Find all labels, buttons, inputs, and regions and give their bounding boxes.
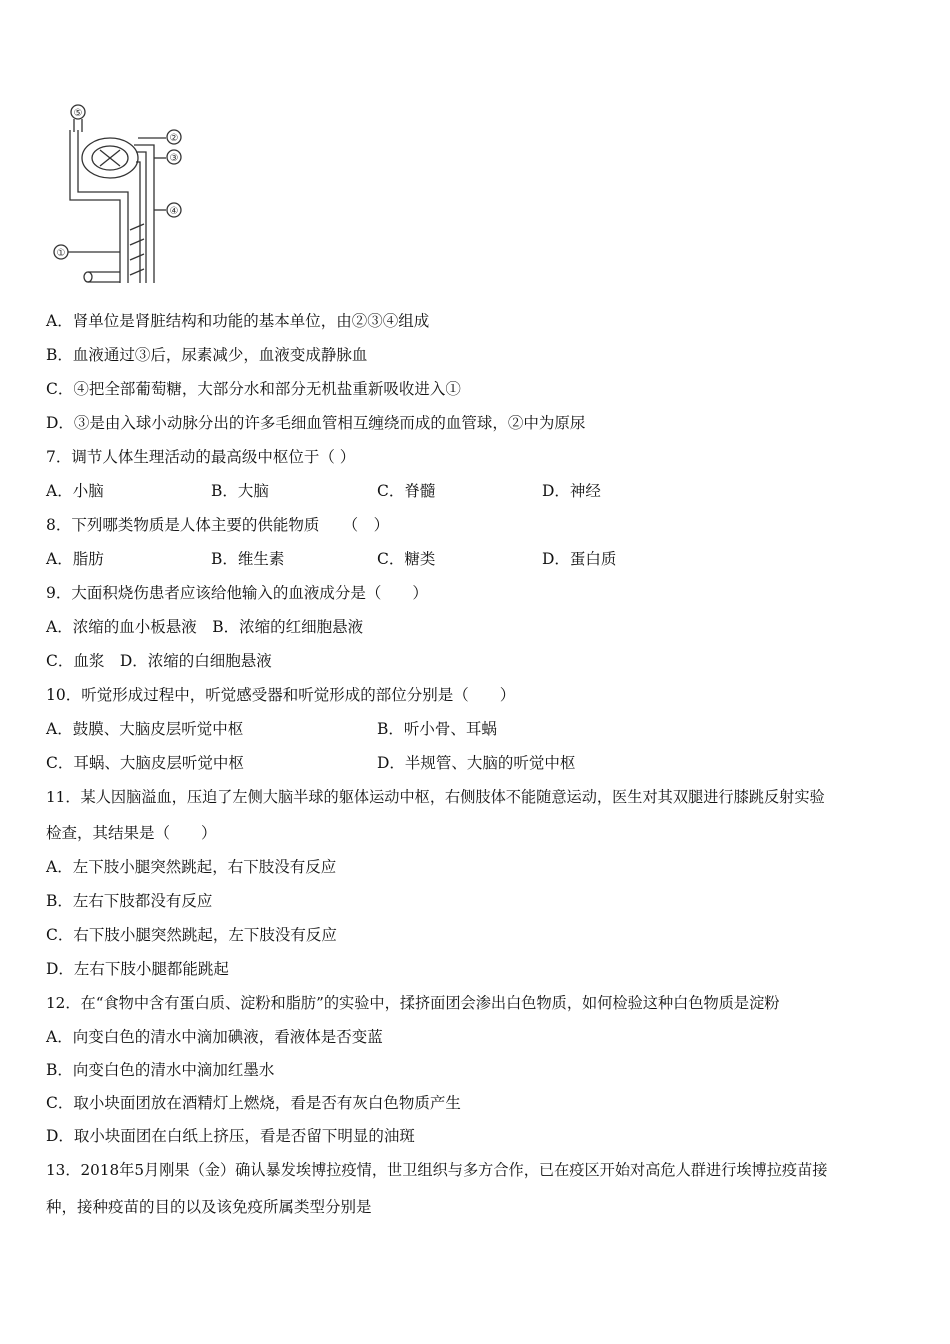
q12-option-d: D．取小块面团在白纸上挤压，看是否留下明显的油斑 — [46, 1127, 415, 1145]
q10-stem: 10．听觉形成过程中，听觉感受器和听觉形成的部位分别是（ ） — [46, 686, 516, 704]
q7-option-b: B．大脑 — [211, 482, 269, 500]
q6-option-a: A．肾单位是肾脏结构和功能的基本单位，由②③④组成 — [46, 312, 430, 330]
q7-stem: 7．调节人体生理活动的最高级中枢位于（ ） — [46, 448, 356, 466]
label-3: ③ — [169, 153, 179, 164]
label-1: ① — [56, 248, 66, 259]
q8-option-c: C．糖类 — [377, 550, 436, 568]
q12-stem: 12．在“食物中含有蛋白质、淀粉和脂肪”的实验中，揉挤面团会渗出白色物质，如何检验这种白色物质是淀粉 — [46, 994, 780, 1012]
q10-option-b: B．听小骨、耳蜗 — [377, 720, 497, 738]
q12-option-a: A．向变白色的清水中滴加碘液，看液体是否变蓝 — [46, 1028, 383, 1046]
q13-stem-line-2: 种，接种疫苗的目的以及该免疫所属类型分别是 — [46, 1198, 372, 1216]
q6-option-d: D．③是由入球小动脉分出的许多毛细血管相互缠绕而成的血管球，②中为原尿 — [46, 414, 586, 432]
q11-option-c: C．右下肢小腿突然跳起，左下肢没有反应 — [46, 926, 337, 944]
q9-stem: 9．大面积烧伤患者应该给他输入的血液成分是（ ） — [46, 584, 428, 602]
q10-option-a: A．鼓膜、大脑皮层听觉中枢 — [46, 720, 244, 738]
q6-option-c: C．④把全部葡萄糖，大部分水和部分无机盐重新吸收进入① — [46, 380, 461, 398]
label-5: ⑤ — [73, 108, 83, 119]
q8-option-d: D．蛋白质 — [542, 550, 617, 568]
q7-option-d: D．神经 — [542, 482, 601, 500]
q11-stem-line-1: 11．某人因脑溢血，压迫了左侧大脑半球的躯体运动中枢，右侧肢体不能随意运动，医生对其双腿进行膝跳反射实验 — [46, 788, 825, 806]
q7-option-c: C．脊髓 — [377, 482, 436, 500]
q10-option-d: D．半规管、大脑的听觉中枢 — [377, 754, 576, 772]
q10-option-c: C．耳蜗、大脑皮层听觉中枢 — [46, 754, 244, 772]
q8-stem: 8．下列哪类物质是人体主要的供能物质 （ ） — [46, 516, 390, 534]
q12-option-c: C．取小块面团放在酒精灯上燃烧，看是否有灰白色物质产生 — [46, 1094, 461, 1112]
label-4: ④ — [169, 206, 179, 217]
label-2: ② — [169, 133, 179, 144]
q11-stem-line-2: 检查，其结果是（ ） — [46, 824, 217, 842]
q9-options-line-2: C．血浆 D．浓缩的白细胞悬液 — [46, 652, 272, 670]
q7-option-a: A．小脑 — [46, 482, 104, 500]
q11-option-b: B．左右下肢都没有反应 — [46, 892, 213, 910]
q11-option-d: D．左右下肢小腿都能跳起 — [46, 960, 229, 978]
q12-option-b: B．向变白色的清水中滴加红墨水 — [46, 1061, 275, 1079]
q9-options-line-1: A．浓缩的血小板悬液 B．浓缩的红细胞悬液 — [46, 618, 364, 636]
q8-option-b: B．维生素 — [211, 550, 285, 568]
q6-option-b: B．血液通过③后，尿素减少，血液变成静脉血 — [46, 346, 368, 364]
q13-stem-line-1: 13．2018年5月刚果（金）确认暴发埃博拉疫情，世卫组织与多方合作，已在疫区开始对高危人群进行埃博拉疫苗接 — [46, 1161, 828, 1179]
q11-option-a: A．左下肢小腿突然跳起，右下肢没有反应 — [46, 858, 337, 876]
nephron-diagram — [48, 100, 198, 290]
q8-option-a: A．脂肪 — [46, 550, 104, 568]
